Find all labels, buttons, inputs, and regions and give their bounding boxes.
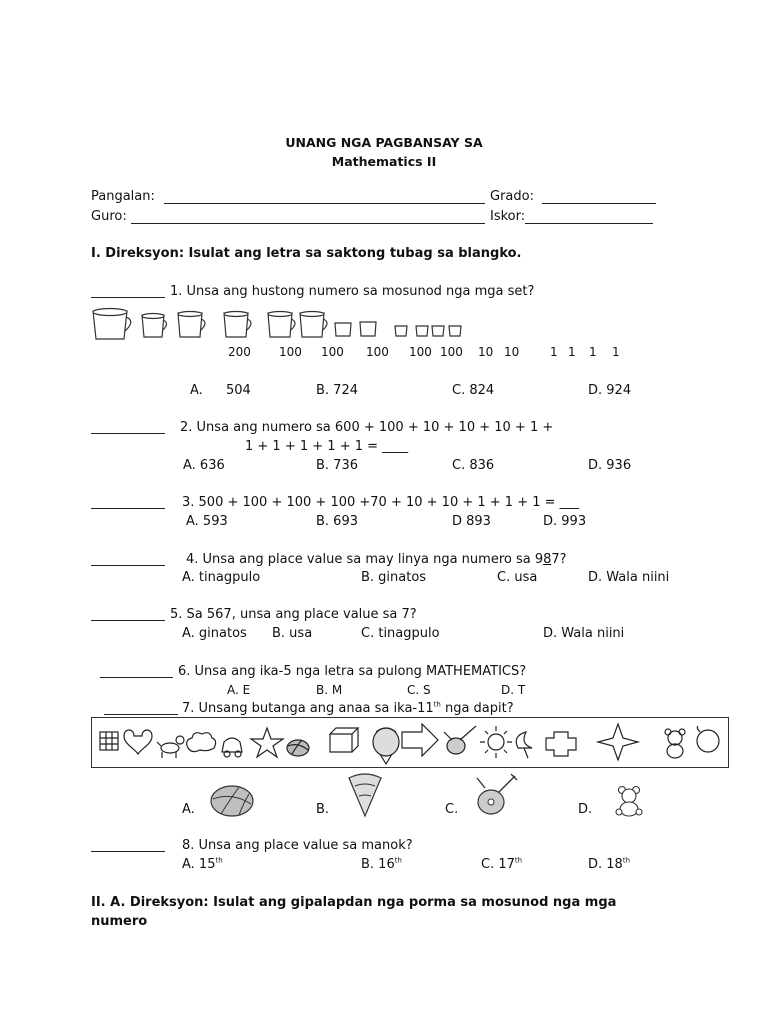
page-subtitle: Mathematics II bbox=[331, 154, 437, 169]
q1-choice-a-label: A. bbox=[190, 383, 203, 398]
basketball-icon bbox=[209, 784, 255, 818]
set-number: 1 bbox=[612, 345, 620, 359]
teddy-bear-icon bbox=[665, 729, 685, 758]
q1-choice-d[interactable]: D. 924 bbox=[588, 383, 632, 398]
score-blank[interactable] bbox=[525, 223, 653, 224]
q5-answer-blank[interactable] bbox=[91, 620, 165, 621]
q4-choice-a[interactable]: A. tinagpulo bbox=[182, 570, 261, 585]
q7-choice-a[interactable]: A. bbox=[182, 802, 195, 817]
q7-choice-c[interactable]: C. bbox=[445, 802, 459, 817]
q2-answer-blank[interactable] bbox=[91, 433, 165, 434]
q1-choice-c[interactable]: C. 824 bbox=[452, 383, 495, 398]
q4-choice-d[interactable]: D. Wala niini bbox=[588, 570, 670, 585]
q6-choice-d[interactable]: D. T bbox=[501, 683, 526, 697]
q4-choice-c[interactable]: C. usa bbox=[497, 570, 538, 585]
q6-choice-a[interactable]: A. E bbox=[227, 683, 251, 697]
sun-icon bbox=[480, 726, 512, 758]
q5-choice-d[interactable]: D. Wala niini bbox=[543, 626, 625, 641]
teacher-label: Guro: bbox=[91, 209, 127, 224]
set-number: 100 bbox=[279, 345, 302, 359]
set-number: 100 bbox=[366, 345, 389, 359]
q6-choice-b[interactable]: B. M bbox=[316, 683, 343, 697]
cup-icon bbox=[335, 323, 351, 336]
score-label: Iskor: bbox=[490, 209, 526, 224]
set-number: 100 bbox=[440, 345, 463, 359]
q3-choice-c[interactable]: D 893 bbox=[452, 514, 491, 529]
name-blank[interactable] bbox=[164, 203, 485, 204]
set-number: 100 bbox=[409, 345, 432, 359]
q1-choice-a-value[interactable]: 504 bbox=[226, 383, 251, 398]
teddy-bear-icon bbox=[613, 784, 645, 818]
section2-direction-cont: numero bbox=[91, 914, 148, 929]
q6-answer-blank[interactable] bbox=[100, 677, 173, 678]
leaf-icon bbox=[516, 732, 532, 758]
car-icon bbox=[222, 738, 242, 757]
q3-choice-a[interactable]: A. 593 bbox=[186, 514, 228, 529]
q4-answer-blank[interactable] bbox=[91, 565, 165, 566]
page-title: UNANG NGA PAGBANSAY SA bbox=[285, 135, 483, 150]
section2-direction: II. A. Direksyon: Isulat ang gipalapdan nga porma sa mosunod nga mga bbox=[91, 895, 617, 910]
grade-blank[interactable] bbox=[542, 203, 656, 204]
guitar-icon bbox=[444, 726, 476, 754]
box-icon bbox=[330, 728, 358, 752]
spinning-top-icon bbox=[373, 728, 399, 764]
q4-choice-b[interactable]: B. ginatos bbox=[361, 570, 427, 585]
q5-choice-a[interactable]: A. ginatos bbox=[182, 626, 247, 641]
guitar-icon bbox=[471, 770, 519, 820]
cross-shape-icon bbox=[546, 732, 576, 756]
shape-sequence-box bbox=[91, 717, 729, 768]
q8-answer-blank[interactable] bbox=[91, 851, 165, 852]
q3-text: 3. 500 + 100 + 100 + 100 +70 + 10 + 10 + 1 + 1 + 1 = ___ bbox=[182, 495, 580, 510]
set-number: 10 bbox=[504, 345, 520, 359]
q8-choice-a[interactable]: A. 15th bbox=[182, 856, 223, 872]
q5-choice-c[interactable]: C. tinagpulo bbox=[361, 626, 440, 641]
q2-choice-a[interactable]: A. 636 bbox=[183, 458, 225, 473]
q1-answer-blank[interactable] bbox=[91, 297, 165, 298]
set-number: 1 bbox=[568, 345, 576, 359]
q8-choice-d[interactable]: D. 18th bbox=[588, 856, 631, 872]
name-label: Pangalan: bbox=[91, 189, 155, 204]
cube-puzzle-icon bbox=[100, 732, 118, 750]
arrow-icon bbox=[402, 724, 438, 756]
teacher-blank[interactable] bbox=[131, 223, 485, 224]
cups-illustration bbox=[90, 303, 480, 343]
set-number: 100 bbox=[321, 345, 344, 359]
q7-answer-blank[interactable] bbox=[104, 714, 178, 715]
section1-direction: I. Direksyon: Isulat ang letra sa saktong tubag sa blangko. bbox=[91, 246, 522, 261]
set-number: 10 bbox=[478, 345, 494, 359]
q7-choice-d[interactable]: D. bbox=[578, 802, 593, 817]
q3-answer-blank[interactable] bbox=[91, 508, 165, 509]
q5-text: 5. Sa 567, unsa ang place value sa 7? bbox=[170, 607, 417, 622]
q2-choice-d[interactable]: D. 936 bbox=[588, 458, 632, 473]
q1-choice-b[interactable]: B. 724 bbox=[316, 383, 358, 398]
set-number: 1 bbox=[550, 345, 558, 359]
q2-choice-c[interactable]: C. 836 bbox=[452, 458, 495, 473]
cup-icon bbox=[432, 326, 444, 336]
dog-icon bbox=[157, 736, 184, 758]
set-number: 1 bbox=[589, 345, 597, 359]
q8-choice-c[interactable]: C. 17th bbox=[481, 856, 523, 872]
set-number: 200 bbox=[228, 345, 251, 359]
q2-text: 2. Unsa ang numero sa 600 + 100 + 10 + 10 + 10 + 1 + bbox=[180, 420, 554, 435]
cloud-icon bbox=[187, 733, 216, 752]
underlined-digit: 8 bbox=[543, 552, 552, 567]
ball-icon bbox=[287, 740, 309, 756]
q1-text: 1. Unsa ang hustong numero sa mosunod nga mga set? bbox=[170, 284, 535, 299]
cup-icon bbox=[449, 326, 461, 336]
star-icon bbox=[251, 728, 283, 757]
q2-choice-b[interactable]: B. 736 bbox=[316, 458, 358, 473]
q8-text: 8. Unsa ang place value sa manok? bbox=[182, 838, 413, 853]
heart-icon bbox=[124, 730, 152, 754]
q3-choice-d[interactable]: D. 993 bbox=[543, 514, 587, 529]
grade-label: Grado: bbox=[490, 189, 534, 204]
q6-choice-c[interactable]: C. S bbox=[407, 683, 431, 697]
cup-icon bbox=[416, 326, 428, 336]
q8-choice-b[interactable]: B. 16th bbox=[361, 856, 402, 872]
balloon-icon bbox=[697, 726, 719, 752]
four-point-star-icon bbox=[598, 724, 638, 760]
q3-choice-b[interactable]: B. 693 bbox=[316, 514, 358, 529]
cup-icon bbox=[395, 326, 407, 336]
spinning-top-icon bbox=[345, 770, 385, 820]
cup-icon bbox=[360, 322, 376, 336]
q4-text: 4. Unsa ang place value sa may linya nga numero sa 987? bbox=[186, 552, 567, 567]
q2-text-cont: 1 + 1 + 1 + 1 + 1 = ____ bbox=[245, 439, 409, 454]
q7-choice-b[interactable]: B. bbox=[316, 802, 330, 817]
q6-text: 6. Unsa ang ika-5 nga letra sa pulong MATHEMATICS? bbox=[178, 664, 527, 679]
q7-text: 7. Unsang butanga ang anaa sa ika-11th nga dapit? bbox=[182, 700, 514, 716]
shape-sequence bbox=[92, 718, 728, 767]
q5-choice-b[interactable]: B. usa bbox=[272, 626, 313, 641]
